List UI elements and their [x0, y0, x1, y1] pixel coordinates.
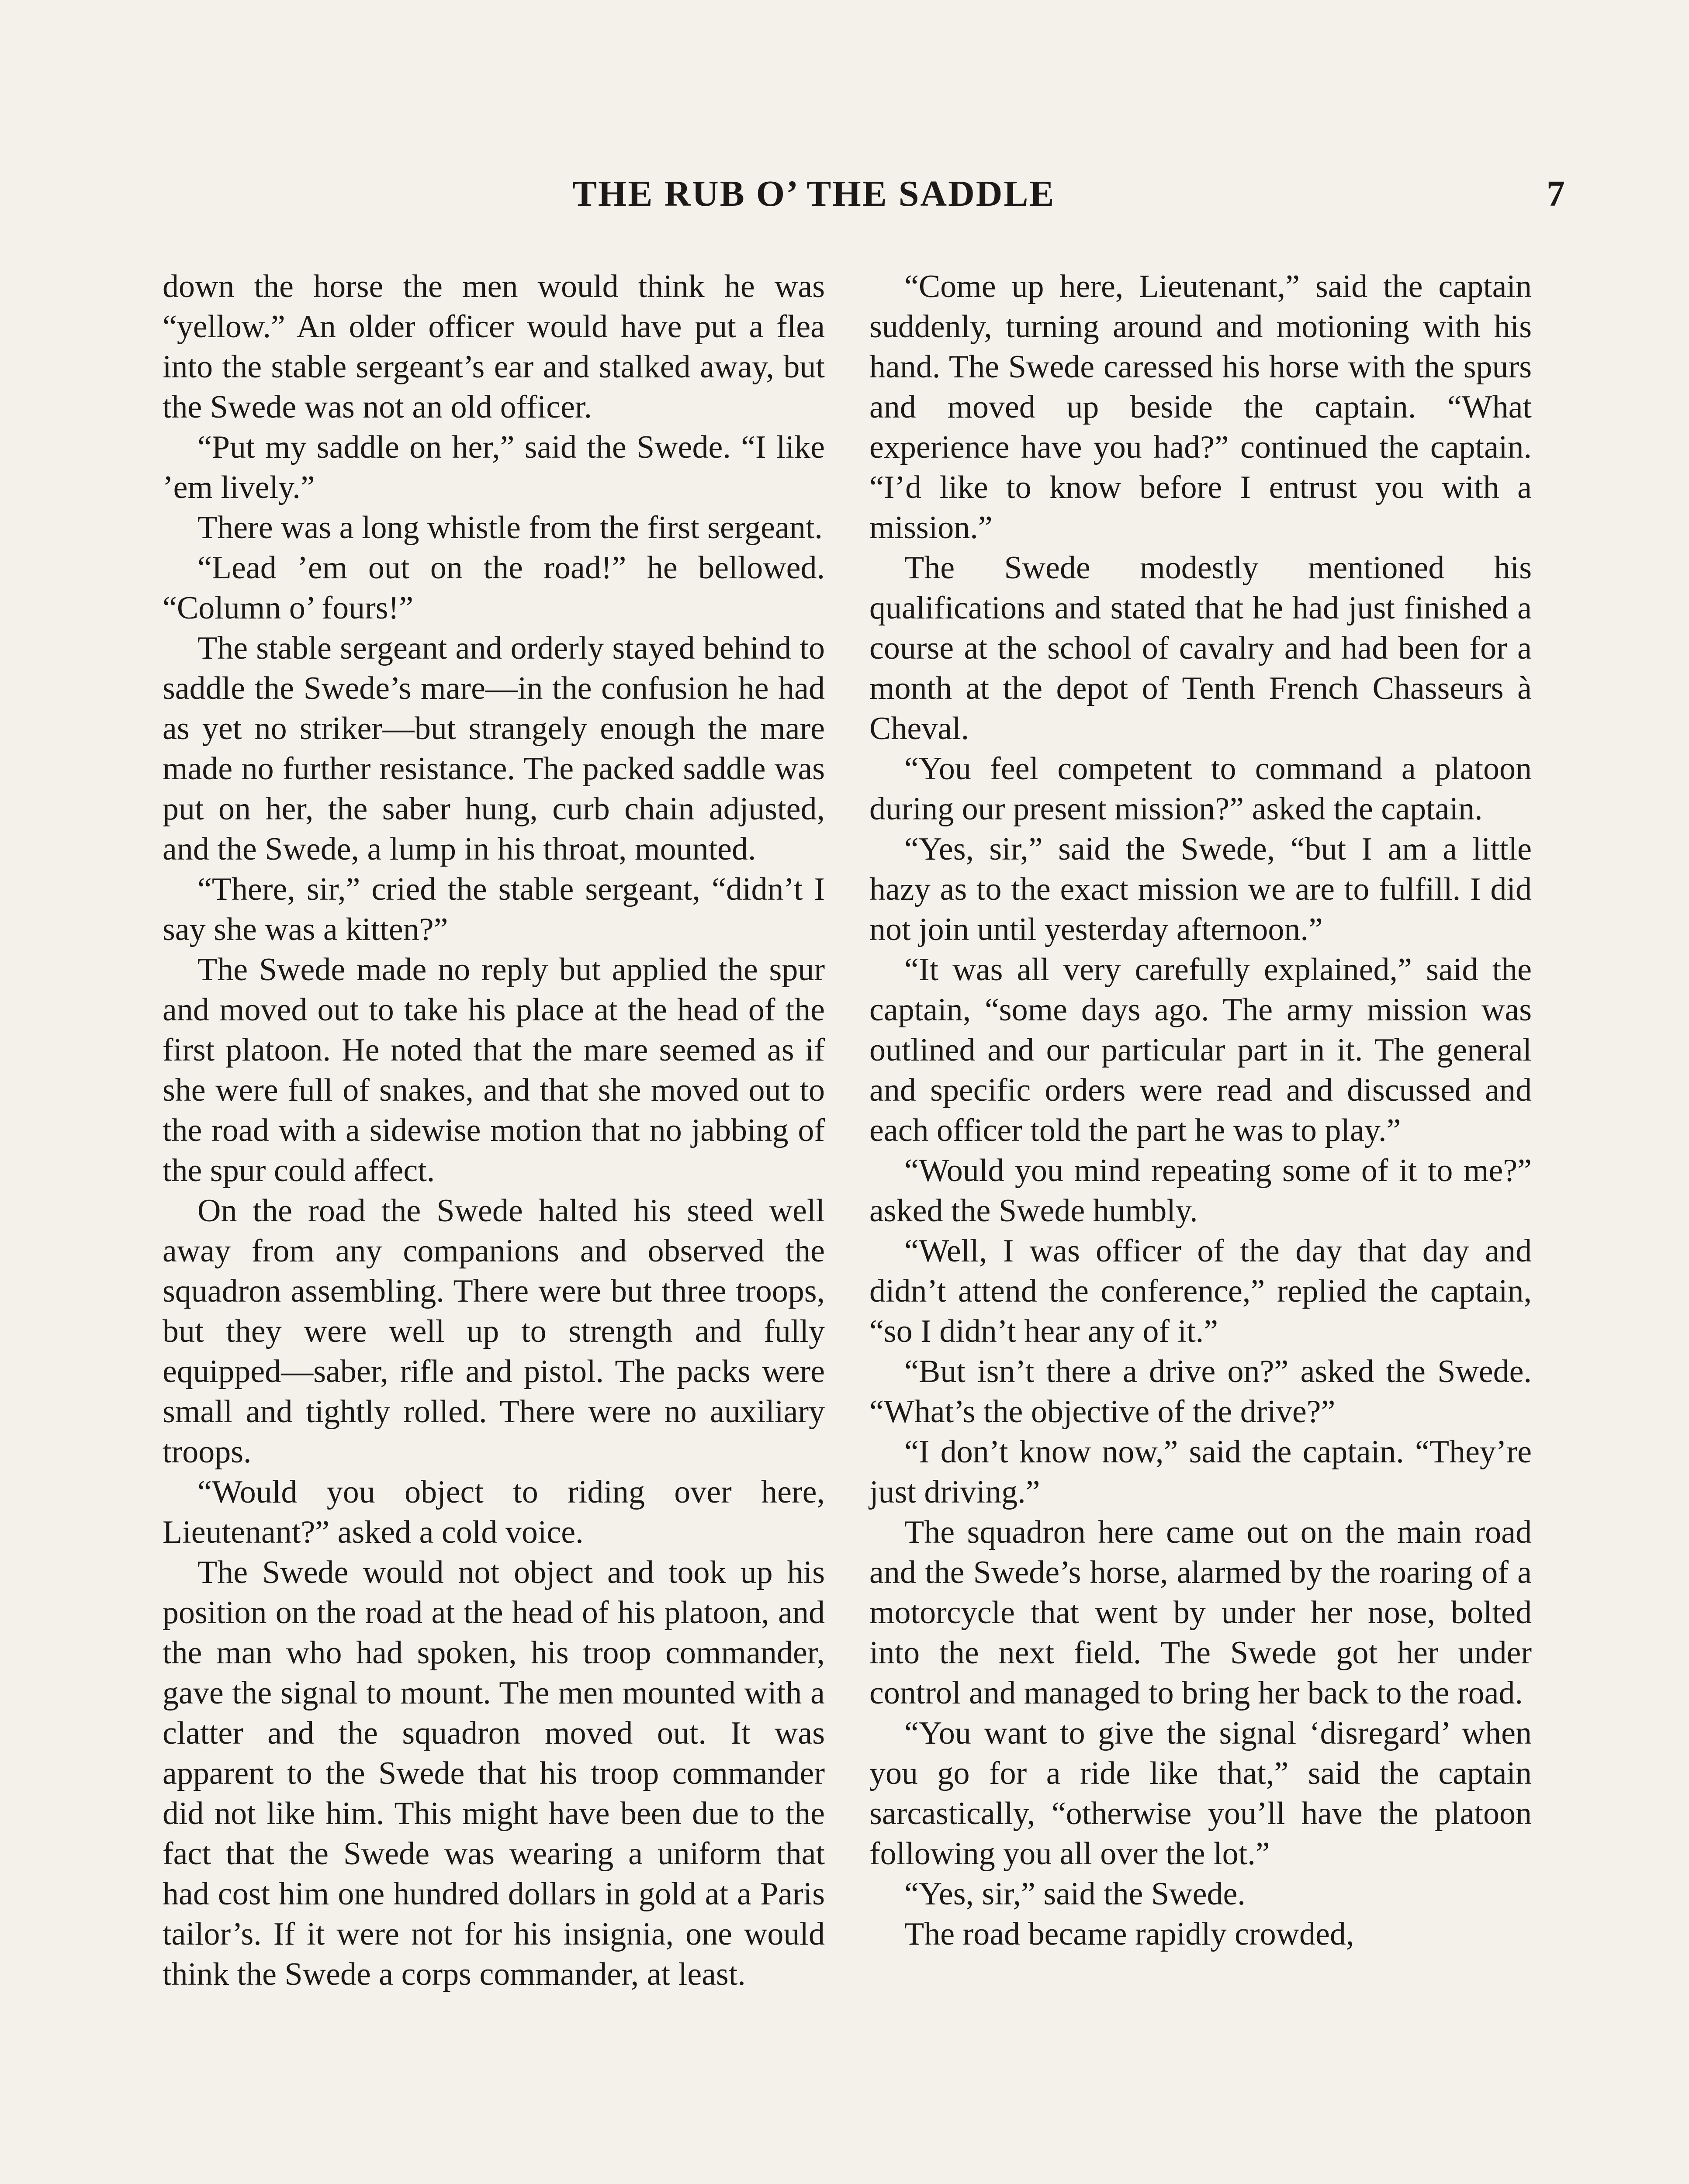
paragraph: “Lead ’em out on the road!” he bellowed. “Column o’ fours!” — [163, 550, 825, 626]
paragraph: “Come up here, Lieutenant,” said the captain suddenly, turning around and motioning with his hand. The Swede caressed his horse with the spurs and moved up beside the captain. “What experience have you had?” continued the captain. “I’d like to know before I entrust you with a mission.” — [869, 269, 1532, 546]
paragraph: “Well, I was officer of the day that day and didn’t attend the conference,” replied the captain, “so I didn’t hear any of it.” — [869, 1233, 1532, 1349]
page-number: 7 — [1547, 173, 1565, 214]
paragraph: “You want to give the signal ‘disregard’ when you go for a ride like that,” said the captain sarcastically, “otherwise you’ll have the platoon following you all over the lot.” — [869, 1715, 1532, 1872]
paragraph: “It was all very carefully explained,” said the captain, “some days ago. The army mission was outlined and our particular part in it. The general and specific orders were read and discussed and each officer told the part he was to play.” — [869, 952, 1532, 1148]
paragraph: The Swede made no reply but applied the spur and moved out to take his place at the head of the first platoon. He noted that the mare seemed as if she were full of snakes, and that she moved out to the road with a sidewise motion that no jabbing of the spur could affect. — [163, 952, 825, 1189]
right-text-column — [869, 266, 1532, 1954]
paragraph: “There, sir,” cried the stable sergeant, “didn’t I say she was a kitten?” — [163, 871, 825, 947]
paragraph: The stable sergeant and orderly stayed behind to saddle the Swede’s mare—in the confusion he had as yet no striker—but strangely enough the mare made no further resistance. The packed saddle was put on her, the saber hung, curb chain adjusted, and the Swede, a lump in his throat, mounted. — [163, 630, 825, 867]
paragraph: “You feel competent to command a platoon during our present mission?” asked the captain. — [869, 751, 1532, 827]
paragraph: “I don’t know now,” said the captain. “They’re just driving.” — [869, 1434, 1532, 1510]
paragraph: “Yes, sir,” said the Swede, “but I am a little hazy as to the exact mission we are to fulfill. I did not join until yesterday afternoon.” — [869, 831, 1532, 947]
paragraph: The squadron here came out on the main road and the Swede’s horse, alarmed by the roaring of a motorcycle that went by under her nose, bolted into the next field. The Swede got her under control and managed to bring her back to the road. — [869, 1514, 1532, 1711]
paragraph: “Would you object to riding over here, Lieutenant?” asked a cold voice. — [163, 1474, 825, 1550]
running-header-title: THE RUB O’ THE SADDLE — [572, 173, 1056, 214]
paragraph: down the horse the men would think he was “yellow.” An older officer would have put a flea into the stable sergeant’s ear and stalked away, but the Swede was not an old officer. — [163, 269, 825, 425]
paragraph: “Yes, sir,” said the Swede. — [904, 1876, 1246, 1912]
paragraph: “But isn’t there a drive on?” asked the Swede. “What’s the objective of the drive?” — [869, 1354, 1532, 1430]
paragraph: “Would you mind repeating some of it to me?” asked the Swede humbly. — [869, 1153, 1532, 1229]
paragraph: The road became rapidly crowded, — [904, 1916, 1354, 1952]
paragraph: There was a long whistle from the first sergeant. — [197, 510, 823, 546]
paragraph: The Swede modestly mentioned his qualifications and stated that he had just finished a course at the school of cavalry and had been for a month at the depot of Tenth French Chasseurs à Cheval. — [869, 550, 1532, 746]
left-text-column — [163, 266, 825, 1994]
paragraph: The Swede would not object and took up his position on the road at the head of his platoon, and the man who had spoken, his troop commander, gave the signal to mount. The men mounted with a clatter and the squadron moved out. It was apparent to the Swede that his troop commander did not like him. This might have been due to the fact that the Swede was wearing a uniform that had cost him one hundred dollars in gold at a Paris tailor’s. If it were not for his insignia, one would think the Swede a corps commander, at least. — [163, 1555, 825, 1992]
paragraph: On the road the Swede halted his steed well away from any companions and observed the squadron assembling. There were but three troops, but they were well up to strength and fully equipped—saber, rifle and pistol. The packs were small and tightly rolled. There were no auxiliary troops. — [163, 1193, 825, 1470]
paragraph: “Put my saddle on her,” said the Swede. “I like ’em lively.” — [163, 429, 825, 505]
